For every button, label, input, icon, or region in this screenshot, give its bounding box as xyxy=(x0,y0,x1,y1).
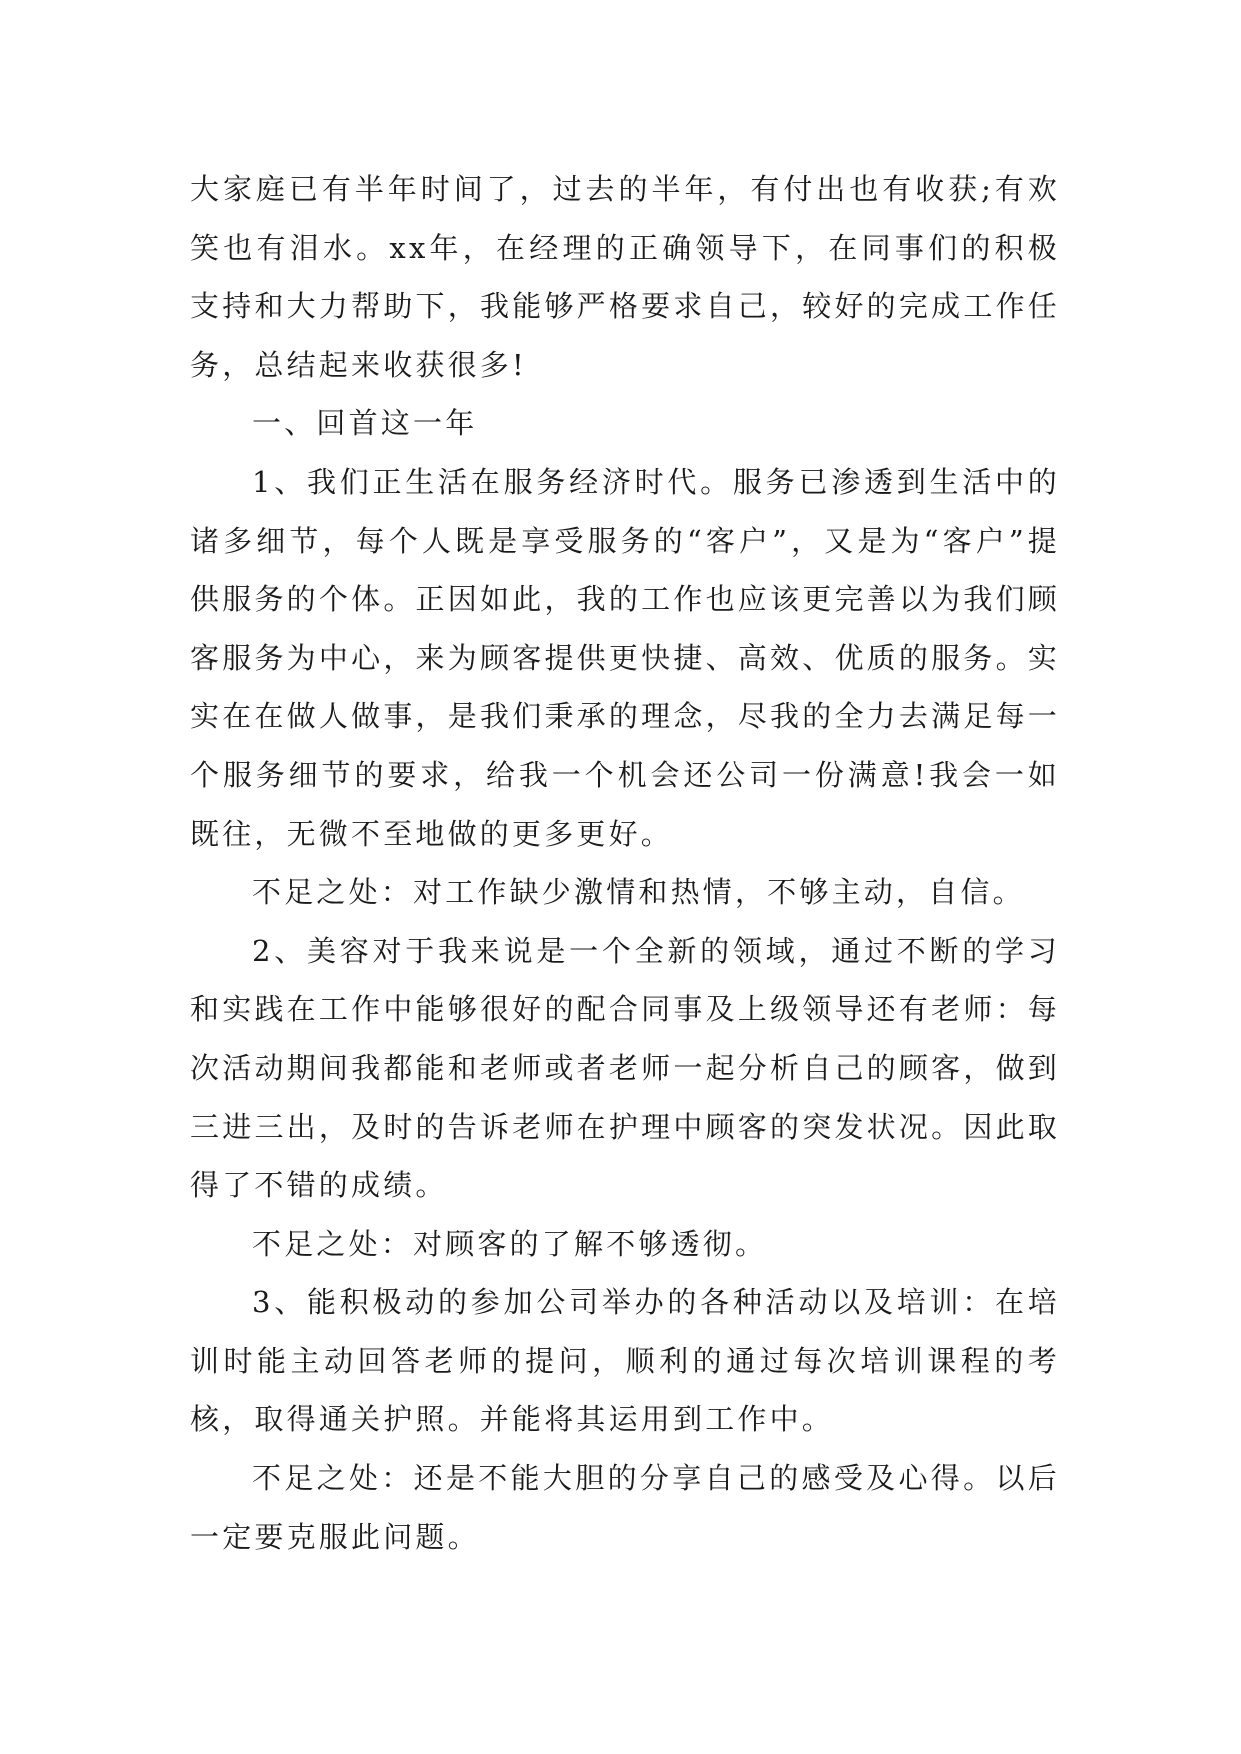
paragraph-intro: 大家庭已有半年时间了，过去的半年，有付出也有收获;有欢笑也有泪水。xx年，在经理的正确领导下，在同事们的积极支持和大力帮助下，我能够严格要求自己，较好的完成工作任务，总结起来收获很多! xyxy=(190,172,1060,382)
paragraph-shortcoming-2: 不足之处：对顾客的了解不够透彻。 xyxy=(252,1226,768,1261)
section-heading: 一、回首这一年 xyxy=(252,406,478,441)
paragraph-shortcoming-3: 不足之处：还是不能大胆的分享自己的感受及心得。以后一定要克服此问题。 xyxy=(190,1461,1060,1554)
paragraph-item-2: 2、美容对于我来说是一个全新的领域，通过不断的学习和实践在工作中能够很好的配合同事及上级领导还有老师：每次活动期间我都能和老师或者老师一起分析自己的顾客，做到三进三出，及时的告诉老师在护理中顾客的突发状况。因此取得了不错的成绩。 xyxy=(190,933,1060,1203)
paragraph-item-1: 1、我们正生活在服务经济时代。服务已渗透到生活中的诸多细节，每个人既是享受服务的“客户”，又是为“客户”提供服务的个体。正因如此，我的工作也应该更完善以为我们顾客服务为中心，来为顾客提供更快捷、高效、优质的服务。实实在在做人做事，是我们秉承的理念，尽我的全力去满足每一个服务细节的要求，给我一个机会还公司一份满意!我会一如既往，无微不至地做的更多更好。 xyxy=(190,464,1060,851)
document-body xyxy=(190,160,1060,1566)
paragraph-item-3: 3、能积极动的参加公司举办的各种活动以及培训：在培训时能主动回答老师的提问，顺利的通过每次培训课程的考核，取得通关护照。并能将其运用到工作中。 xyxy=(190,1285,1060,1437)
paragraph-shortcoming-1: 不足之处：对工作缺少激情和热情，不够主动，自信。 xyxy=(252,875,1025,910)
